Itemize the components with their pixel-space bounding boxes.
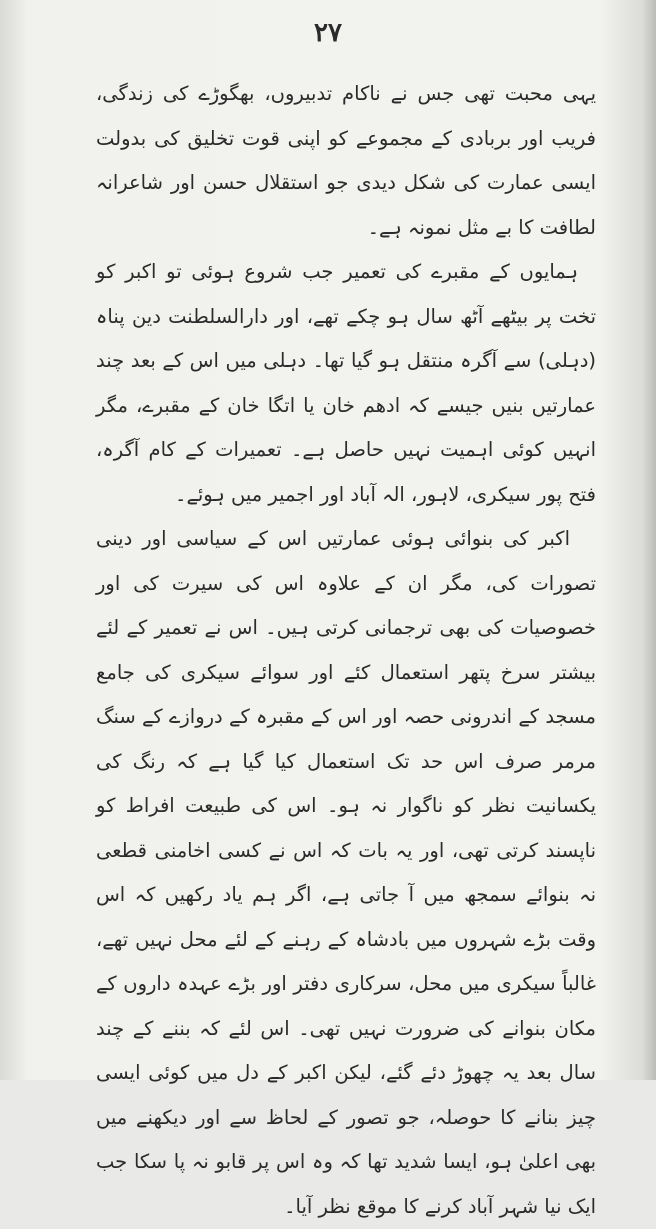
- paragraph-3: اکبر کی بنوائی ہوئی عمارتیں اس کے سیاسی اور دینی تصورات کی، مگر ان کے علاوہ اس کی سیرت کی اور خصوصیات کی بھی ترجمانی کرتی ہیں۔ اس نے تعمیر کے لئے بیشتر سرخ پتھر استعمال کئے اور سوائے سیکری کی جامع مسجد کے اندرونی حصہ اور اس کے مقبرہ کے دروازے کے سنگ مرمر صرف اس حد تک استعمال کیا گیا ہے کہ رنگ کی یکسانیت نظر کو ناگوار نہ ہو۔ اس کی طبیعت افراط کو ناپسند کرتی تھی، اور یہ بات کہ اس نے کسی اخامنی قطعی نہ بنوائے سمجھ میں آ جاتی ہے، اگر ہم یاد رکھیں کہ اس وقت بڑے شہروں میں بادشاہ کے رہنے کے لئے محل نہیں تھے، غالباً سیکری میں محل، سرکاری دفتر اور بڑے عہدہ داروں کے مکان بنوانے کی ضرورت نہیں تھی۔ اس لئے کہ بننے کے چند سال بعد یہ چھوڑ دئے گئے، لیکن اکبر کے دل میں کوئی ایسی چیز بنانے کا حوصلہ، جو تصور کے لحاظ سے اور دیکھنے میں بھی اعلیٰ ہو، ایسا شدید تھا کہ وہ اس پر قابو نہ پا سکا جب ایک نیا شہر آباد کرنے کا موقع نظر آیا۔: [96, 527, 596, 1218]
- page-edge-shadow: [642, 0, 656, 1080]
- paragraph-1: یہی محبت تھی جس نے ناکام تدبیروں، بھگوڑے کی زندگی، فریب اور بربادی کے مجموعے کو اپنی قوت تخلیق کی بدولت ایسی عمارت کی شکل دیدی جو استقلال حسن اور شاعرانہ لطافت کا بے مثل نمونہ ہے۔: [96, 82, 596, 239]
- page-number: ۲۷: [314, 18, 342, 48]
- paragraph-2: ہمایوں کے مقبرے کی تعمیر جب شروع ہوئی تو اکبر کو تخت پر بیٹھے آٹھ سال ہو چکے تھے، اور دارالسلطنت دین پناہ (دہلی) سے آگرہ منتقل ہو گیا تھا۔ دہلی میں اس کے بعد چند عمارتیں بنیں جیسے کہ ادھم خان یا اتگا خان کے مقبرے، مگر انہیں کوئی اہمیت نہیں حاصل ہے۔ تعمیرات کے کام آگرہ، فتح پور سیکری، لاہور، الہ آباد اور اجمیر میں ہوئے۔: [96, 260, 596, 506]
- page-body: [96, 72, 596, 1229]
